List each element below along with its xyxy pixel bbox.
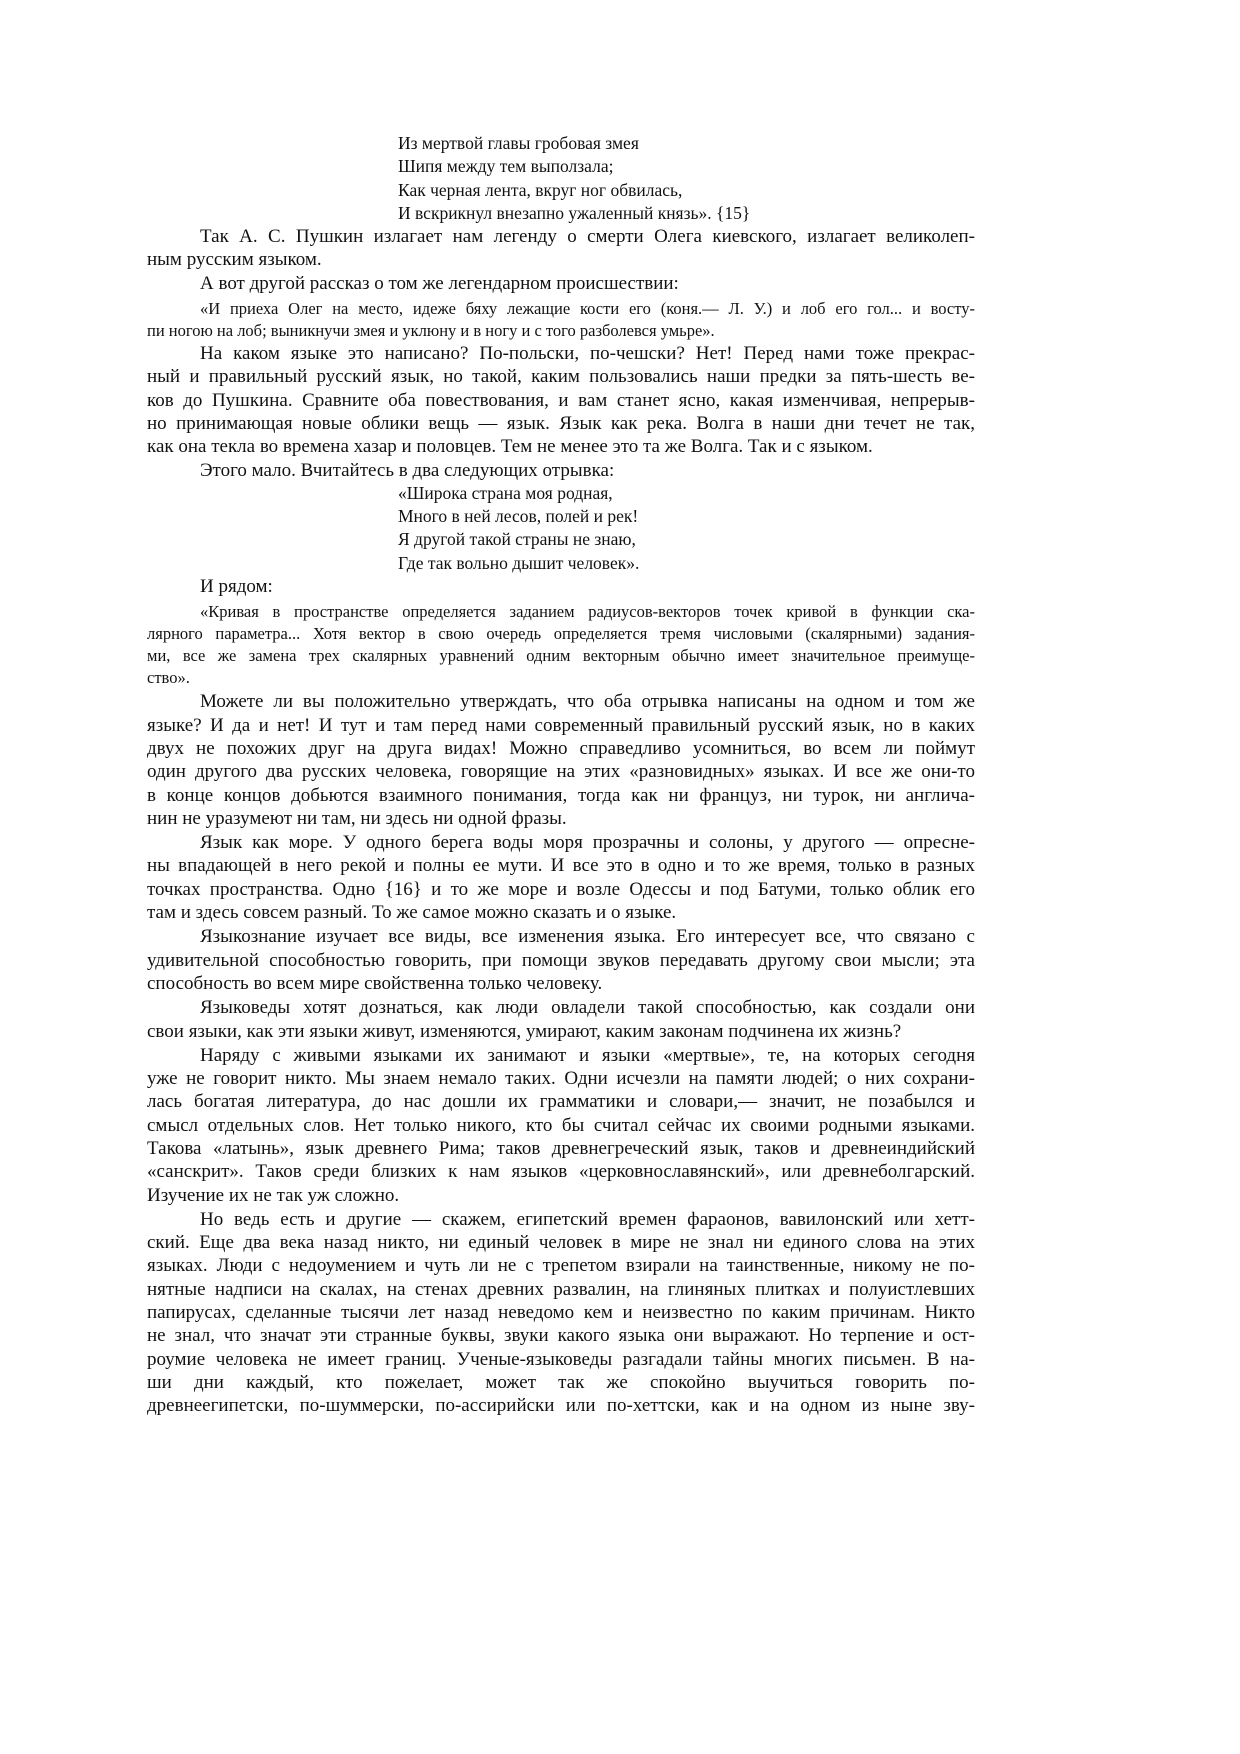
text-line: «санскрит». Таков среди близких к нам языков «церковнославянский», или древнеболгарский.: [147, 1161, 975, 1183]
text-line: Много в ней лесов, полей и рек!: [398, 506, 639, 527]
quotation-block: [147, 298, 975, 342]
text-line: нятные надписи на скалах, на стенах древних развалин, на глиняных плитках и полуистлевших: [147, 1278, 975, 1300]
text-line: Но ведь есть и другие — скажем, египетский времен фараонов, вавилонский или хетт-: [200, 1208, 975, 1230]
text-line: удивительной способностью говорить, при помощи звуков передавать другому свои мысли; эта: [147, 949, 975, 971]
document-page: [147, 132, 975, 1418]
paragraph: [147, 459, 975, 482]
text-line: но принимающая новые облики вещь — язык. Язык как река. Волга в наши дни течет не так,: [147, 412, 975, 434]
text-line: не знал, что значат эти странные буквы, звуки какого языка они выражают. Но терпение и ост-: [147, 1325, 975, 1347]
verse-block: [147, 132, 975, 225]
text-line: точках пространства. Одно {16} и то же море и возле Одессы и под Батуми, только облик его: [147, 878, 975, 900]
text-line: там и здесь совсем разный. То же самое можно сказать и о языке.: [147, 902, 677, 924]
text-line: ны впадающей в него рекой и полны ее мути. И все это в одно и то же время, только в разных: [147, 855, 975, 877]
text-line: языках. Люди с недоумением и чуть ли не с трепетом взирали на таинственные, никому не по-: [147, 1255, 975, 1277]
text-line: Как черная лента, вкруг ног обвилась,: [398, 179, 683, 200]
text-line: Я другой такой страны не знаю,: [398, 529, 636, 550]
text-line: Так А. С. Пушкин излагает нам легенду о смерти Олега киевского, излагает великолеп-: [200, 226, 975, 248]
text-line: двух не похожих друг на друга видах! Можно справедливо усомниться, во всем ли поймут: [147, 737, 975, 759]
text-line: как она текла во времена хазар и половцев. Тем не менее это та же Волга. Так и с языком.: [147, 436, 873, 458]
text-line: ши дни каждый, кто пожелает, может так же спокойно выучиться говорить по-: [147, 1371, 975, 1393]
text-line: в конце концов добьются взаимного понимания, тогда как ни француз, ни турок, ни англича-: [147, 784, 975, 806]
paragraph: [147, 272, 975, 295]
text-line: ный и правильный русский язык, но такой, каким пользовались наши предки за пять-шесть ве-: [147, 366, 975, 388]
paragraph: [147, 925, 975, 995]
paragraph: [147, 575, 975, 598]
text-line: «И приеха Олег на место, идеже бяху лежащие кости его (коня.— Л. У.) и лоб его гол... и восту-: [200, 299, 975, 319]
text-line: Языкознание изучает все виды, все изменения языка. Его интересует все, что связано с: [200, 926, 975, 948]
paragraph: [147, 1044, 975, 1207]
text-line: Такова «латынь», язык древнего Рима; таков древнегреческий язык, таков и древнеиндийский: [147, 1137, 975, 1159]
verse-block: [147, 482, 975, 575]
text-line: уже не говорит никто. Мы знаем немало таких. Одни исчезли на памяти людей; о них сохрани-: [147, 1068, 975, 1090]
text-line: «Широка страна моя родная,: [398, 482, 613, 503]
text-line: ным русским языком.: [147, 249, 322, 271]
text-line: ский. Еще два века назад никто, ни единый человек в мире не знал ни единого слова на этих: [147, 1232, 975, 1254]
quotation-block: [147, 601, 975, 689]
text-line: «Кривая в пространстве определяется заданием радиусов-векторов точек кривой в функции ска-: [200, 602, 975, 622]
text-line: И вскрикнул внезапно ужаленный князь». {15}: [398, 202, 751, 223]
text-line: нин не уразумеют ни там, ни здесь ни одной фразы.: [147, 807, 567, 829]
paragraph: [147, 690, 975, 830]
text-line: смысл отдельных слов. Нет только никого, кто бы считал сейчас их своими родными языками.: [147, 1114, 975, 1136]
text-line: Языковеды хотят дознаться, как люди овладели такой способностью, как создали они: [200, 997, 975, 1019]
text-line: способность во всем мире свойственна только человеку.: [147, 972, 603, 994]
text-line: Где так вольно дышит человек».: [398, 552, 640, 573]
text-line: ков до Пушкина. Сравните оба повествования, и вам станет ясно, какая изменчивая, непрерыв-: [147, 389, 975, 411]
text-line: Шипя между тем выползала;: [398, 156, 614, 177]
text-line: Наряду с живыми языками их занимают и языки «мертвые», те, на которых сегодня: [200, 1044, 975, 1066]
text-line: папирусах, сделанные тысячи лет назад неведомо кем и неизвестно по каким причинам. Никто: [147, 1302, 975, 1324]
paragraph: [147, 1208, 975, 1418]
text-line: Из мертвой главы гробовая змея: [398, 133, 639, 153]
text-line: ми, все же замена трех скалярных уравнений одним векторным обычно имеет значительное преимуще-: [147, 646, 975, 666]
text-line: лась богатая литература, до нас дошли их грамматики и словари,— значит, не позабылся и: [147, 1091, 975, 1113]
text-line: Язык как море. У одного берега воды моря прозрачны и солоны, у другого — опресне-: [200, 832, 975, 854]
paragraph: [147, 225, 975, 272]
text-line: роумие человека не имеет границ. Ученые-языковеды разгадали тайны многих письмен. В на-: [147, 1348, 975, 1370]
text-line: А вот другой рассказ о том же легендарном происшествии:: [200, 272, 679, 294]
text-line: Можете ли вы положительно утверждать, что оба отрывка написаны на одном и том же: [200, 691, 975, 713]
paragraph: [147, 831, 975, 924]
text-line: пи ногою на лоб; выникнучи змея и уклюну и в ногу и с того разболевся умьре».: [147, 321, 715, 341]
text-line: языке? И да и нет! И тут и там перед нами современный правильный русский язык, но в каких: [147, 714, 975, 736]
text-line: Изучение их не так уж сложно.: [147, 1184, 400, 1206]
paragraph: [147, 996, 975, 1043]
text-line: Этого мало. Вчитайтесь в два следующих отрывка:: [200, 459, 615, 481]
text-line: один другого два русских человека, говорящие на этих «разновидных» языках. И все же они-то: [147, 761, 975, 783]
text-line: свои языки, как эти языки живут, изменяются, умирают, каким законам подчинена их жизнь?: [147, 1020, 902, 1042]
paragraph: [147, 342, 975, 458]
text-line: древнеегипетски, по-шуммерски, по-ассирийски или по-хеттски, как и на одном из ныне зву-: [147, 1395, 975, 1417]
text-line: лярного параметра... Хотя вектор в свою очередь определяется тремя числовыми (скалярными) задания-: [147, 624, 975, 644]
text-line: ство».: [147, 668, 190, 688]
text-line: И рядом:: [200, 576, 273, 598]
text-line: На каком языке это написано? По-польски, по-чешски? Нет! Перед нами тоже прекрас-: [200, 343, 975, 365]
